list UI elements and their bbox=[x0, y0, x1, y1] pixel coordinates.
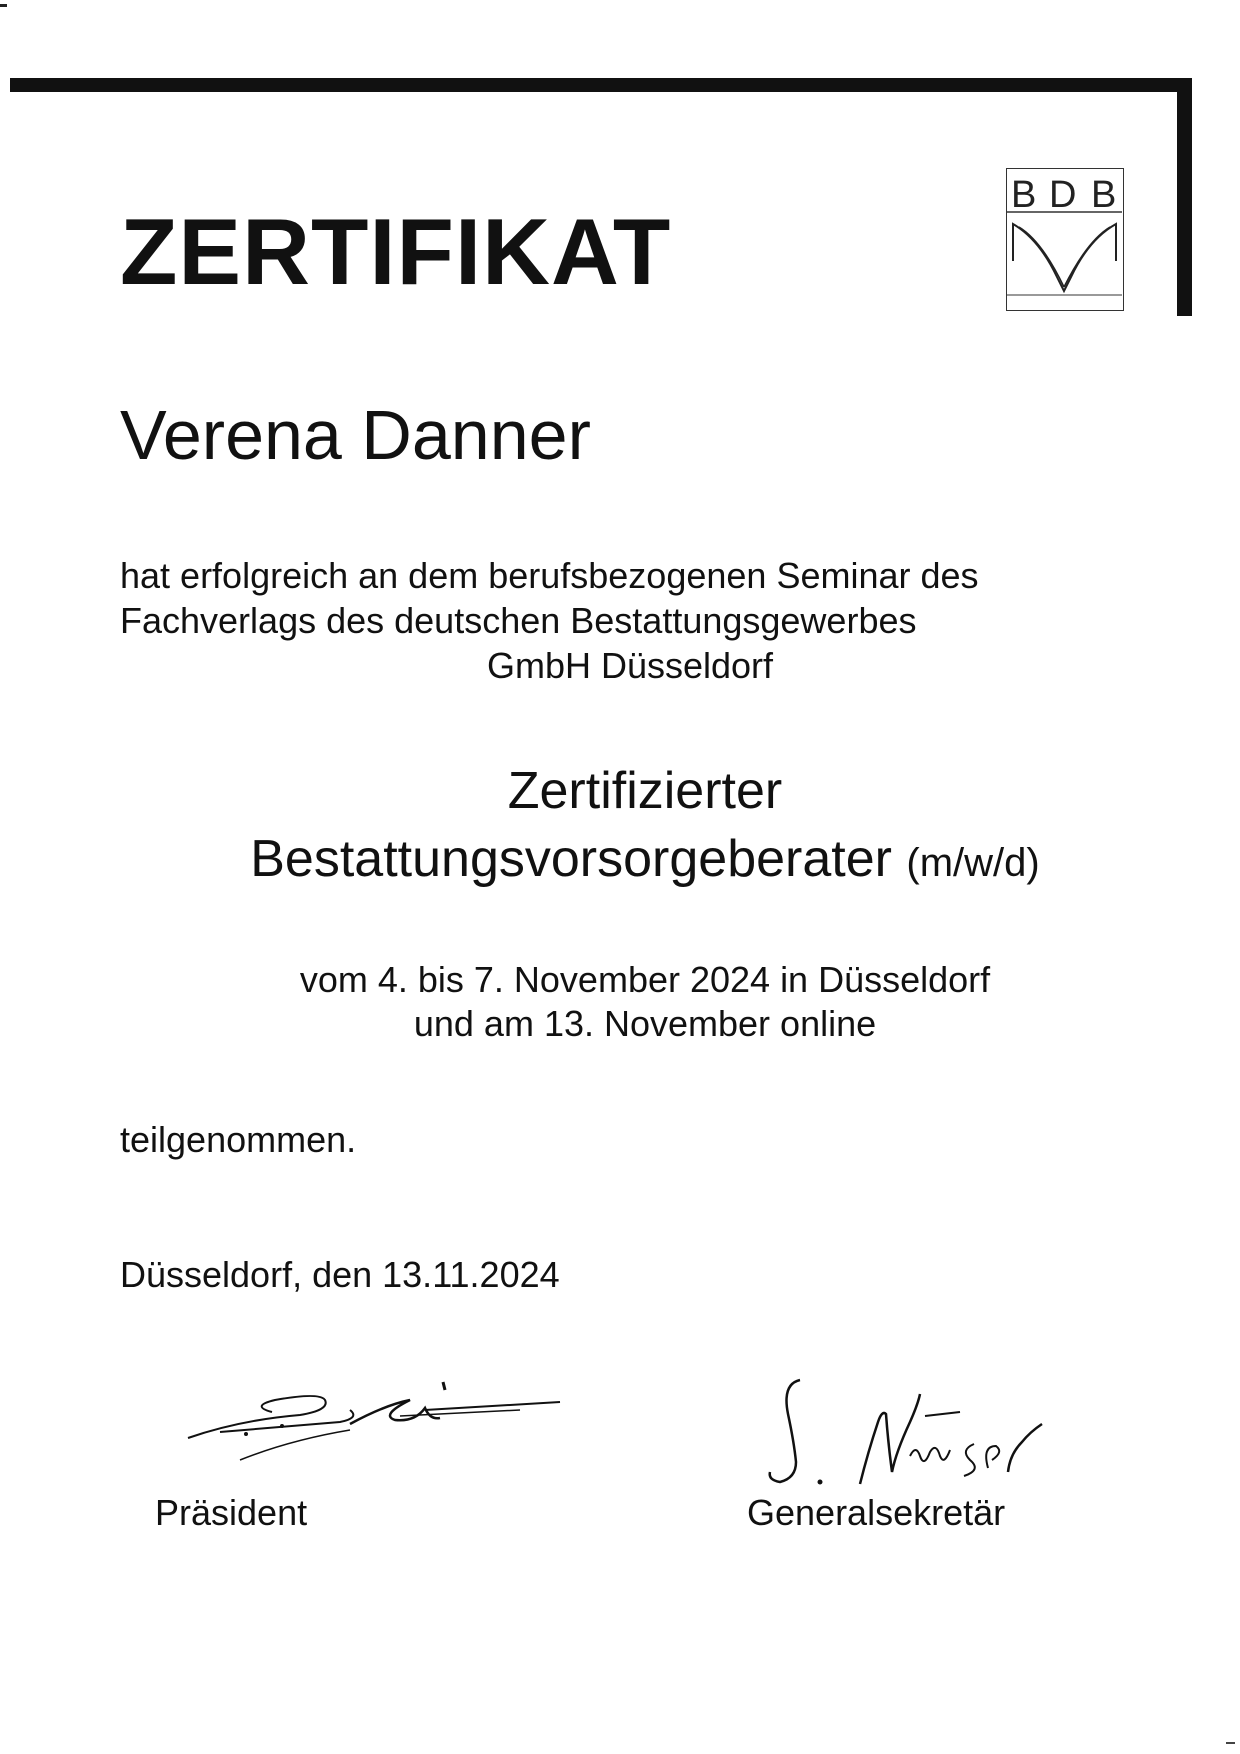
certificate-title: ZERTIFIKAT bbox=[120, 199, 672, 304]
corner-frame-top bbox=[10, 78, 1191, 92]
svg-text:B: B bbox=[1091, 174, 1117, 216]
intro-line: hat erfolgreich an dem berufsbezogenen Seminar des bbox=[120, 555, 979, 596]
date-line: und am 13. November online bbox=[413, 1003, 877, 1044]
bdb-logo bbox=[1006, 168, 1124, 311]
svg-text:D: D bbox=[1049, 174, 1077, 216]
secretary-signature bbox=[760, 1372, 1090, 1497]
svg-text:B: B bbox=[1011, 174, 1037, 216]
course-title-line2 bbox=[120, 830, 1170, 888]
scan-speck bbox=[0, 4, 7, 7]
president-label: Präsident bbox=[155, 1492, 308, 1533]
intro-company: GmbH Düsseldorf bbox=[486, 645, 774, 686]
intro-line: Fachverlags des deutschen Bestattungsgewerbes bbox=[120, 600, 917, 641]
corner-frame-right bbox=[1177, 78, 1192, 316]
secretary-label: Generalsekretär bbox=[747, 1492, 1006, 1533]
closing-text: teilgenommen. bbox=[120, 1119, 357, 1160]
course-title-main: Bestattungsvorsorgeberater bbox=[250, 830, 892, 888]
seminar-dates bbox=[120, 958, 1170, 1046]
course-title-suffix: (m/w/d) bbox=[906, 841, 1040, 885]
scan-speck bbox=[1226, 1742, 1235, 1744]
recipient-name: Verena Danner bbox=[120, 396, 591, 474]
intro-text bbox=[120, 553, 1080, 643]
date-line: vom 4. bis 7. November 2024 in Düsseldorf bbox=[299, 959, 991, 1000]
course-title-line1: Zertifizierter bbox=[507, 762, 783, 820]
president-signature bbox=[180, 1360, 570, 1475]
place-and-date: Düsseldorf, den 13.11.2024 bbox=[120, 1254, 560, 1295]
